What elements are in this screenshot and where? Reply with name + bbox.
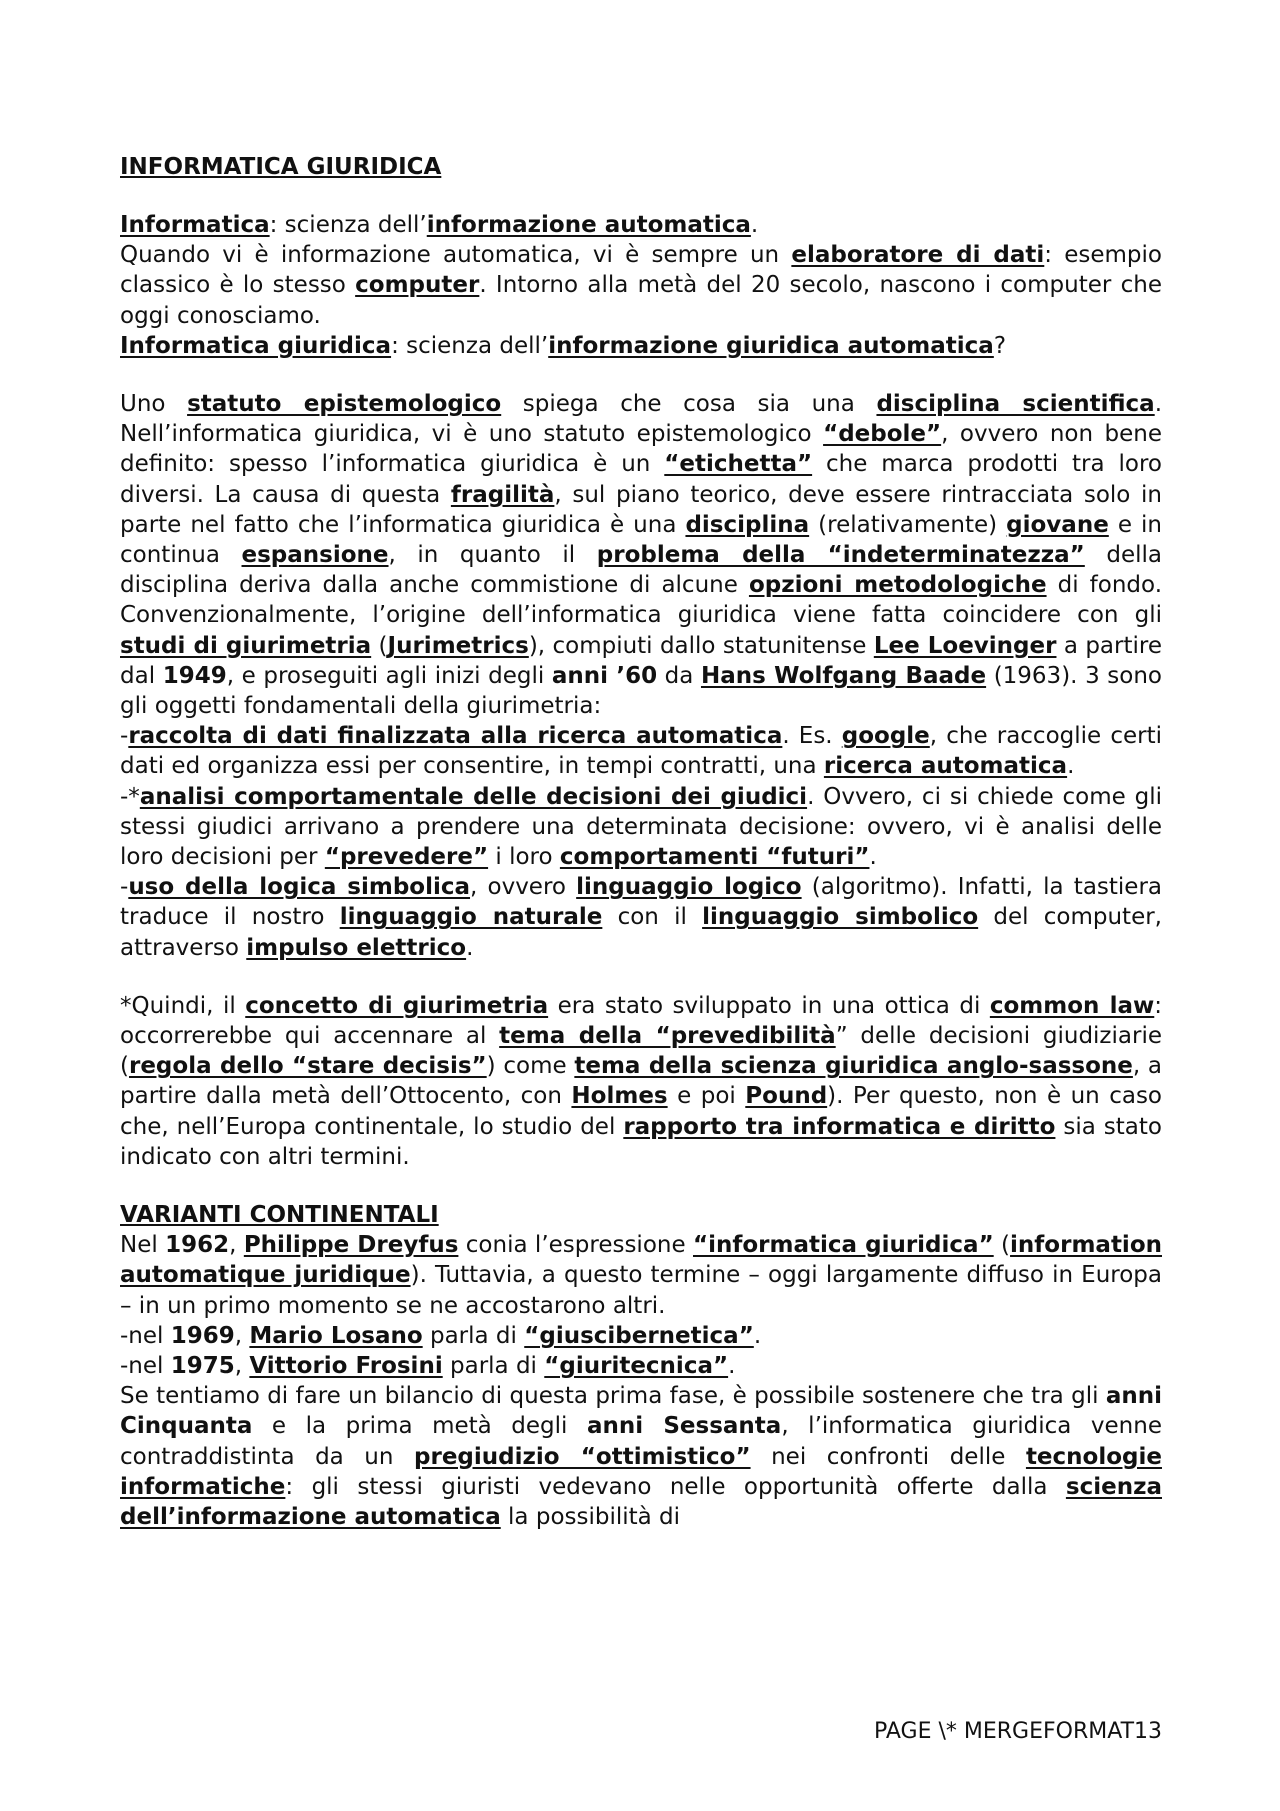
text-run: . — [750, 212, 759, 238]
paragraph-informatica-giuridica-definition — [120, 331, 1162, 361]
keyword-term: tema della “prevedibilità — [499, 1023, 836, 1050]
keyword-term: Jurimetrics — [387, 632, 529, 659]
keyword-term: Informatica — [120, 212, 270, 238]
keyword-term: scienza dell’informazione automatica — [120, 1473, 1162, 1530]
bold-term: 1975 — [170, 1352, 235, 1379]
text-run: la possibilità di — [500, 1503, 681, 1530]
text-run: della disciplina deriva dalla anche commistione di alcune — [120, 542, 1162, 599]
text-run: Se tentiamo di fare un bilancio di questa prima fase, è possibile sostenere che tra gli — [120, 1383, 1106, 1410]
text-run: di fondo. Convenzionalmente, l’origine dell’informatica giuridica viene fatta coincidere con gli — [120, 572, 1162, 629]
keyword-term: Lee Loevinger — [873, 632, 1057, 659]
bold-term: anni Cinquanta — [120, 1383, 1162, 1440]
text-run: . Intorno alla metà del 20 secolo, nascono i computer che oggi conosciamo. — [120, 272, 1162, 329]
text-run: parla di — [442, 1352, 545, 1379]
text-run: - — [120, 874, 129, 901]
keyword-term: problema della “indeterminatezza” — [596, 542, 1085, 569]
list-item-raccolta-dati — [120, 721, 1162, 781]
text-run: , — [234, 1322, 250, 1349]
text-run: : scienza dell’ — [391, 332, 549, 359]
text-run: conia l’espressione — [458, 1232, 693, 1259]
text-run: . — [869, 844, 877, 871]
list-item-losano — [120, 1321, 1162, 1351]
keyword-term: “debole” — [823, 421, 942, 448]
keyword-term: opzioni metodologiche — [748, 572, 1047, 599]
keyword-term: “giuritecnica” — [544, 1352, 729, 1379]
keyword-term: “etichetta” — [664, 451, 813, 478]
text-run: , sul piano teorico, deve essere rintracciata solo in parte nel fatto che l’informatica giuridica è una — [120, 481, 1162, 538]
text-run: . — [753, 1322, 762, 1349]
text-run: spiega che cosa sia una — [501, 391, 877, 418]
text-run: Uno — [120, 391, 188, 418]
keyword-term: information automatique juridique — [120, 1232, 1162, 1289]
text-run: che marca prodotti tra loro diversi. La causa di questa — [120, 451, 1163, 508]
text-run: a partire dal — [120, 632, 1162, 689]
text-run: *Quindi, il — [120, 992, 246, 1019]
text-run: . — [466, 934, 474, 961]
keyword-term: “giuscibernetica” — [524, 1322, 754, 1349]
text-run: , l’informatica giuridica venne contraddistinta da un — [120, 1413, 1162, 1470]
keyword-term: elaboratore di dati — [791, 242, 1045, 269]
keyword-term: informazione giuridica automatica — [548, 332, 994, 359]
text-run: . Ovvero, ci si chiede come gli stessi giudici arrivano a prendere una determinata decisione: ovvero, vi è analisi delle loro decisioni per — [120, 783, 1162, 871]
paragraph-elaboratore — [120, 240, 1162, 331]
text-run: , e proseguiti agli inizi degli — [226, 662, 552, 689]
keyword-term: statuto epistemologico — [187, 391, 502, 418]
paragraph-bilancio — [120, 1381, 1162, 1532]
text-run: . — [728, 1352, 736, 1379]
keyword-term: tecnologie informatiche — [120, 1443, 1162, 1500]
document-page — [120, 152, 1162, 1532]
keyword-term: concetto di giurimetria — [245, 992, 549, 1019]
keyword-term: computer — [355, 272, 480, 299]
text-run: Nel — [120, 1232, 166, 1259]
text-run: sia stato indicato con altri termini. — [120, 1113, 1162, 1170]
text-run: -* — [120, 783, 140, 810]
keyword-term: Philippe Dreyfus — [243, 1232, 459, 1259]
text-run: -nel — [120, 1352, 171, 1379]
text-run: , in quanto il — [388, 542, 597, 569]
keyword-term: giovane — [1006, 511, 1109, 538]
text-run: . Es. — [782, 723, 842, 750]
text-run: e poi — [667, 1083, 746, 1110]
text-run: (relativamente) — [809, 511, 1007, 538]
keyword-term: regola dello “stare decisis” — [128, 1053, 487, 1080]
text-run: da — [657, 662, 701, 689]
paragraph-statuto-epistemologico — [120, 389, 1162, 721]
text-run: ( — [993, 1232, 1011, 1259]
text-run: : scienza dell’ — [269, 212, 427, 238]
keyword-term: disciplina scientifica — [876, 391, 1155, 418]
text-run: ( — [371, 632, 388, 659]
text-run: . Nell’informatica giuridica, vi è uno statuto epistemologico — [120, 391, 1162, 448]
text-run: , — [229, 1232, 244, 1259]
text-run: ) come — [486, 1053, 575, 1080]
keyword-term: Hans Wolfgang Baade — [700, 662, 987, 689]
keyword-term: Informatica giuridica — [120, 332, 392, 359]
bold-term: 1949 — [162, 662, 227, 689]
keyword-term: fragilità — [450, 481, 555, 508]
keyword-term: Pound — [745, 1083, 828, 1110]
text-run: , ovvero — [470, 874, 577, 901]
keyword-term: disciplina — [685, 511, 810, 538]
document-title: INFORMATICA GIURIDICA — [120, 154, 442, 180]
paragraph-common-law — [120, 991, 1162, 1172]
text-run: , che raccoglie certi dati ed organizza essi per consentire, in tempi contratti, una — [120, 723, 1162, 780]
keyword-term: rapporto tra informatica e diritto — [623, 1113, 1056, 1140]
text-run: : occorrerebbe qui accennare al — [120, 992, 1163, 1050]
page-footer: PAGE \* MERGEFORMAT13 — [874, 1719, 1162, 1744]
text-run: ). Per questo, non è un caso che, nell’Europa continentale, lo studio del — [120, 1083, 1163, 1140]
text-run: , ovvero non bene definito: spesso l’informatica giuridica è un — [120, 421, 1162, 478]
text-run: con il — [602, 904, 703, 931]
text-run: del computer, attraverso — [120, 904, 1162, 961]
bold-term: anni Sessanta — [586, 1413, 782, 1440]
text-run: ). Tuttavia, a questo termine – oggi largamente diffuso in Europa – in un primo momento se ne accostarono altri. — [120, 1262, 1162, 1319]
text-run: e in continua — [120, 511, 1162, 569]
keyword-term: uso della logica simbolica — [128, 874, 471, 901]
keyword-term: “prevedere” — [324, 844, 489, 871]
text-run: - — [120, 723, 129, 750]
list-item-analisi-comportamentale — [120, 782, 1162, 873]
list-item-frosini — [120, 1351, 1162, 1381]
keyword-term: comportamenti “futuri” — [559, 844, 870, 871]
text-run: era stato sviluppato in una ottica di — [548, 992, 990, 1019]
paragraph-informatica-definition — [120, 210, 1162, 240]
keyword-term: linguaggio logico — [576, 874, 802, 901]
keyword-term: studi di giurimetria — [120, 632, 372, 659]
text-run: e la prima metà degli — [252, 1413, 587, 1440]
keyword-term: analisi comportamentale delle decisioni dei giudici — [139, 783, 808, 810]
text-run: : esempio classico è lo stesso — [120, 242, 1162, 299]
text-run: Quando vi è informazione automatica, vi è sempre un — [120, 242, 792, 269]
text-run: ” delle decisioni giudiziarie ( — [120, 1023, 1162, 1080]
keyword-term: raccolta di dati finalizzata alla ricerca automatica — [128, 723, 783, 750]
text-run: (1963). 3 sono gli oggetti fondamentali della giurimetria: — [120, 662, 1163, 720]
section-title-varianti: VARIANTI CONTINENTALI — [120, 1202, 439, 1229]
list-item-logica-simbolica — [120, 872, 1162, 963]
bold-term: 1962 — [165, 1232, 230, 1259]
keyword-term: impulso elettrico — [246, 934, 467, 961]
bold-term: anni ’60 — [551, 662, 658, 689]
keyword-term: linguaggio naturale — [339, 904, 603, 931]
text-run: ), compiuti dallo statunitense — [528, 632, 874, 659]
paragraph-dreyfus — [120, 1230, 1162, 1321]
keyword-term: pregiudizio “ottimistico” — [414, 1443, 751, 1470]
keyword-term: ricerca automatica — [823, 753, 1068, 780]
text-run: . — [1067, 753, 1075, 780]
keyword-term: Holmes — [571, 1083, 668, 1110]
text-run: (algoritmo). Infatti, la tastiera traduce il nostro — [120, 874, 1163, 931]
bold-term: 1969 — [170, 1322, 235, 1349]
keyword-term: google — [841, 723, 930, 750]
keyword-term: common law — [989, 992, 1155, 1019]
text-run: : gli stessi giuristi vedevano nelle opportunità offerte dalla — [285, 1473, 1066, 1500]
text-run: i loro — [488, 844, 560, 871]
text-run: nei confronti delle — [750, 1443, 1026, 1470]
keyword-term: Mario Losano — [249, 1322, 423, 1349]
text-run: ? — [993, 332, 1007, 359]
text-run: parla di — [422, 1322, 525, 1349]
keyword-term: Vittorio Frosini — [249, 1352, 443, 1379]
text-run: , — [234, 1352, 250, 1379]
keyword-term: “informatica giuridica” — [693, 1232, 994, 1259]
keyword-term: informazione automatica — [426, 212, 751, 238]
text-run: -nel — [120, 1322, 171, 1349]
text-run: , a partire dalla metà dell’Ottocento, con — [120, 1053, 1163, 1110]
keyword-term: tema della scienza giuridica anglo-sassone — [574, 1053, 1133, 1080]
keyword-term: linguaggio simbolico — [702, 904, 979, 931]
keyword-term: espansione — [241, 542, 389, 569]
